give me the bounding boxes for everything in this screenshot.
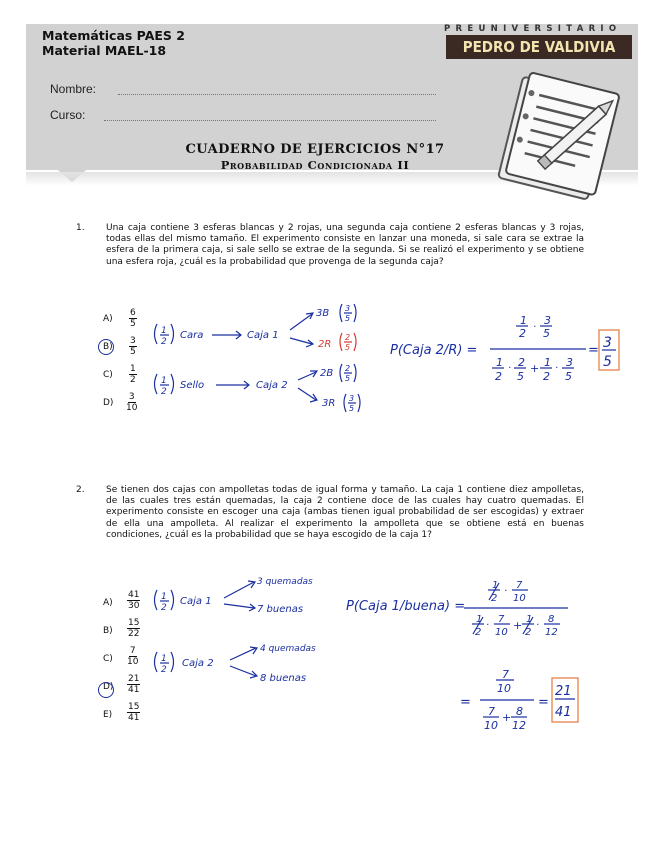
option-e-fraction[interactable]: $\frac{15}{41}$ [128, 702, 140, 723]
svg-text:3: 3 [603, 335, 612, 351]
question-1-text: Una caja contiene 3 esferas blancas y 2 rojas, una segunda caja contiene 2 esferas blancas y 3 rojas, todas ellas del mismo tamaño. El experimento consiste en lanzar una moneda, si sale cara se extrae la esfera de la primera caja, si sale sello se extrae de la segunda. Si se realizó el experimento y se obtiene una esfera roja, ¿cuál es la probabilidad que provenga de la segunda caja? [106, 223, 584, 267]
svg-text:5: 5 [565, 370, 572, 383]
svg-text:Caja 1: Caja 1 [247, 330, 279, 341]
svg-text:7: 7 [488, 705, 495, 718]
svg-text:5: 5 [345, 314, 351, 323]
svg-text:3: 3 [566, 356, 573, 369]
option-b-fraction[interactable]: $\frac{15}{22}$ [128, 618, 140, 639]
option-b-letter: B) [103, 626, 113, 636]
svg-text:+: + [530, 362, 540, 375]
svg-text:7: 7 [502, 668, 509, 681]
svg-text:3: 3 [349, 394, 355, 403]
svg-text:2: 2 [161, 665, 167, 675]
svg-text:7: 7 [498, 614, 505, 625]
svg-text:5: 5 [603, 354, 612, 370]
option-d-letter: D) [103, 682, 114, 692]
option-d-fraction[interactable]: $\frac{3}{10}$ [126, 392, 138, 413]
svg-text:1: 1 [161, 326, 167, 336]
svg-text:5: 5 [345, 374, 351, 383]
svg-text:4 quemadas: 4 quemadas [260, 644, 316, 654]
svg-text:10: 10 [495, 627, 508, 638]
option-a-fraction[interactable]: $\frac{6}{5}$ [130, 308, 136, 329]
svg-text:1: 1 [161, 376, 167, 386]
svg-text:Caja 2: Caja 2 [256, 380, 288, 391]
option-c-letter: C) [103, 370, 113, 380]
svg-text:=: = [538, 695, 549, 710]
selected-answer-circle-q2 [98, 682, 114, 698]
option-b-fraction[interactable]: $\frac{3}{5}$ [130, 336, 136, 357]
svg-text:10: 10 [497, 682, 511, 695]
svg-text:5: 5 [517, 370, 524, 383]
svg-text:5: 5 [345, 343, 351, 352]
notepad-pencil-icon [470, 70, 640, 200]
svg-text:3B: 3B [316, 308, 330, 319]
svg-text:7: 7 [516, 580, 523, 591]
svg-text:+: + [513, 619, 523, 632]
option-c-fraction[interactable]: $\frac{7}{10}$ [127, 646, 139, 667]
svg-text:2: 2 [491, 593, 498, 604]
course-name: Matemáticas PAES 2 [42, 28, 185, 43]
svg-text:3R: 3R [322, 398, 336, 409]
option-d-fraction[interactable]: $\frac{21}{41}$ [128, 674, 140, 695]
question-2-text: Se tienen dos cajas con ampolletas todas de igual forma y tamaño. La caja 1 contiene diez ampolletas, de las cuales tres están quemadas, la caja 2 contiene doce de las cuales hay cuatro quemadas. El experimento consiste en escoger una caja (ambas tienen igual probabilidad de ser escogidas) y extraer de ella una ampolleta. Al realizar el experimento la ampolleta que se obtiene está en buenas condiciones, ¿cuál es la probabilidad que se haya escogido de la caja 1? [106, 485, 584, 540]
option-a-letter: A) [103, 314, 113, 324]
svg-text:=: = [588, 343, 599, 358]
svg-text:8: 8 [516, 705, 523, 718]
svg-text:8: 8 [548, 614, 555, 625]
svg-text:Sello: Sello [180, 380, 205, 391]
svg-text:·: · [555, 363, 559, 374]
svg-text:2: 2 [519, 327, 526, 340]
svg-text:1: 1 [161, 654, 167, 664]
name-label: Nombre: [50, 82, 97, 96]
option-c-fraction[interactable]: $\frac{1}{2}$ [130, 364, 136, 385]
selected-answer-circle-q1 [98, 339, 114, 355]
svg-text:7 buenas: 7 buenas [257, 604, 304, 615]
svg-text:12: 12 [512, 719, 526, 732]
course-title [42, 28, 185, 58]
svg-text:P(Caja 2/R) =: P(Caja 2/R) = [390, 343, 478, 358]
svg-text:2: 2 [518, 356, 525, 369]
svg-text:Cara: Cara [180, 330, 204, 341]
question-2-handwritten-solution [150, 568, 640, 748]
svg-text:·: · [508, 363, 512, 374]
svg-text:41: 41 [555, 705, 572, 720]
course-line[interactable] [104, 120, 436, 121]
svg-text:2B: 2B [320, 368, 334, 379]
svg-text:10: 10 [513, 593, 526, 604]
svg-text:8 buenas: 8 buenas [260, 673, 307, 684]
brand-preuniversitario: PREUNIVERSITARIO [444, 24, 622, 34]
guide-title: CUADERNO DE EJERCICIOS N°17 [185, 142, 445, 157]
svg-text:10: 10 [484, 719, 498, 732]
brand-name: PEDRO DE VALDIVIA [462, 38, 616, 56]
svg-text:3: 3 [345, 304, 351, 313]
svg-text:2R: 2R [318, 339, 332, 350]
option-a-letter: A) [103, 598, 113, 608]
svg-text:2: 2 [475, 627, 482, 638]
svg-text:1: 1 [520, 314, 527, 327]
svg-text:1: 1 [476, 614, 483, 625]
question-1-number: 1. [76, 223, 85, 233]
svg-text:5: 5 [349, 404, 355, 413]
option-c-letter: C) [103, 654, 113, 664]
option-e-letter: E) [103, 710, 113, 720]
material-code: Material MAEL-18 [42, 43, 167, 58]
svg-text:+: + [502, 711, 512, 724]
svg-text:=: = [460, 695, 471, 710]
svg-text:2: 2 [525, 627, 532, 638]
option-a-fraction[interactable]: $\frac{41}{30}$ [128, 590, 140, 611]
option-d-letter: D) [103, 398, 114, 408]
svg-text:21: 21 [555, 684, 572, 699]
svg-text:2: 2 [161, 387, 167, 397]
svg-text:·: · [486, 620, 490, 631]
svg-text:P(Caja 1/buena) =: P(Caja 1/buena) = [346, 599, 466, 614]
svg-text:1: 1 [526, 614, 533, 625]
svg-text:2: 2 [495, 370, 502, 383]
question-2-number: 2. [76, 485, 85, 495]
svg-text:2: 2 [345, 364, 351, 373]
svg-text:2: 2 [161, 603, 167, 613]
svg-text:3 quemadas: 3 quemadas [257, 577, 313, 587]
svg-text:1: 1 [496, 356, 503, 369]
question-1-handwritten-solution [150, 296, 640, 426]
svg-text:5: 5 [543, 327, 550, 340]
svg-text:1: 1 [492, 580, 499, 591]
svg-text:12: 12 [545, 627, 558, 638]
svg-text:2: 2 [161, 337, 167, 347]
svg-text:·: · [533, 322, 537, 333]
svg-text:2: 2 [345, 333, 351, 342]
svg-text:Caja 1: Caja 1 [180, 596, 212, 607]
svg-text:·: · [536, 620, 540, 631]
svg-text:1: 1 [544, 356, 551, 369]
svg-text:1: 1 [161, 592, 167, 602]
course-label: Curso: [50, 108, 86, 122]
svg-text:Caja 2: Caja 2 [182, 658, 214, 669]
guide-subtitle: Probabilidad Condicionada II [220, 158, 410, 172]
option-b-letter: B) [103, 342, 113, 352]
svg-text:2: 2 [543, 370, 550, 383]
svg-text:·: · [504, 586, 508, 597]
svg-text:3: 3 [544, 314, 551, 327]
name-line[interactable] [118, 94, 436, 95]
